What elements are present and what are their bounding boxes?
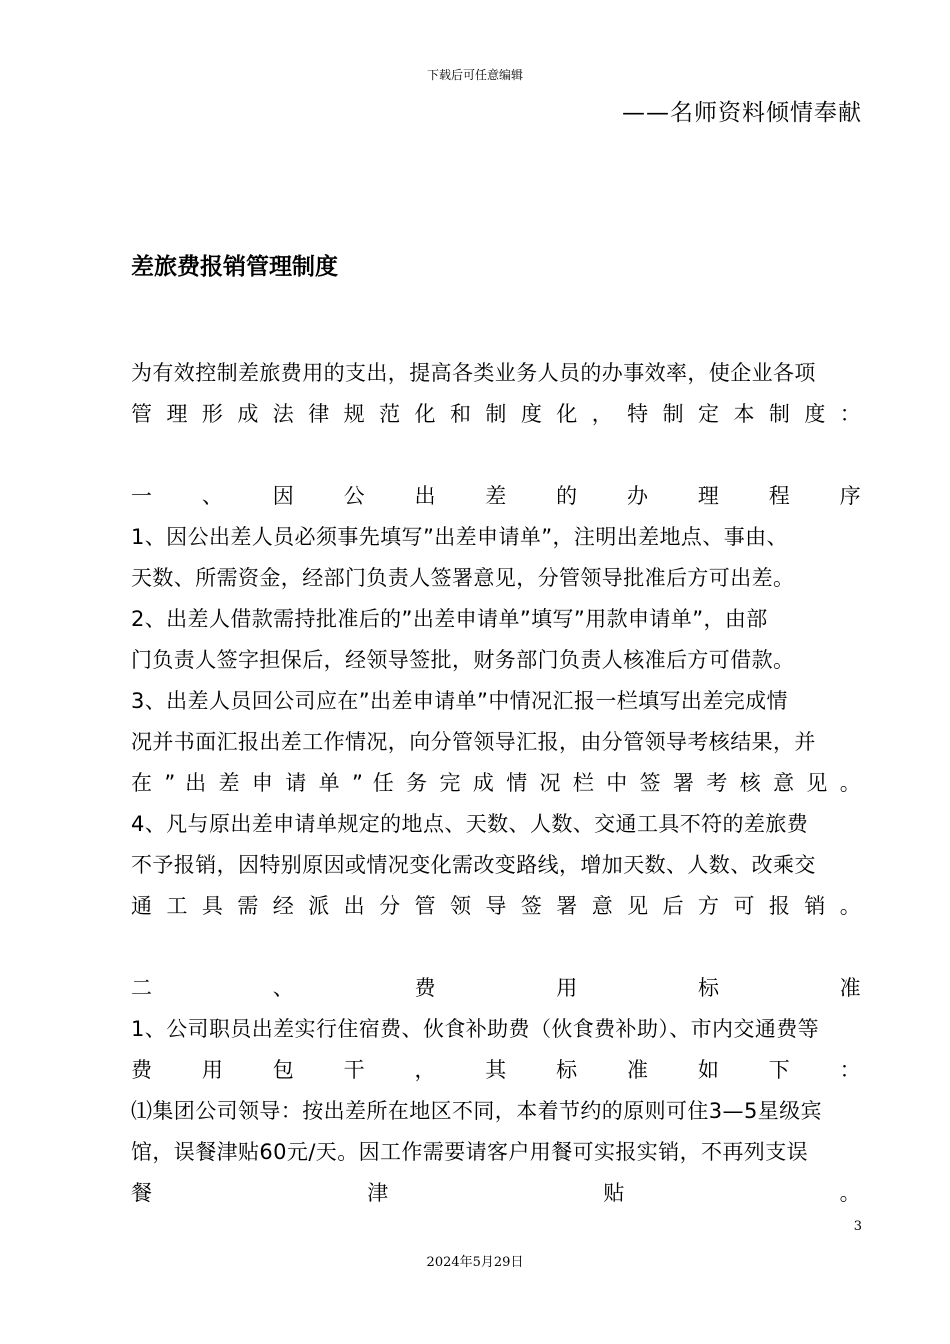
page-number: 3	[853, 1219, 862, 1234]
body-line: 管 理 形 成 法 律 规 范 化 和 制 度 化 ， 特 制 定 本 制 度 ：	[131, 402, 861, 426]
body-line: 门负责人签字担保后，经领导签批，财务部门负责人核准后方可借款。	[131, 648, 795, 672]
body-line: 为有效控制差旅费用的支出，提高各类业务人员的办事效率，使企业各项	[131, 361, 816, 385]
body-line: 在 ” 出 差 申 请 单 ” 任 务 完 成 情 况 栏 中 签 署 考 核 意 见 。	[131, 771, 861, 795]
body-line: 1、因公出差人员必须事先填写”出差申请单”，注明出差地点、事由、	[131, 525, 788, 549]
blank-line	[131, 435, 861, 476]
body-line: 2、出差人借款需持批准后的”出差申请单”填写”用款申请单”，由部	[131, 607, 768, 631]
document-title: 差旅费报销管理制度	[131, 254, 338, 280]
section-heading-1: 一 、 因 公 出 差 的 办 理 程 序	[131, 484, 861, 508]
body-line: 费 用 包 干 ， 其 标 准 如 下 ：	[131, 1058, 861, 1082]
body-line: 况并书面汇报出差工作情况，向分管领导汇报，由分管领导考核结果，并	[131, 730, 816, 754]
footer-date: 2024年5月29日	[426, 1255, 524, 1270]
body-line: 不予报销，因特别原因或情况变化需改变路线，增加天数、人数、改乘交	[131, 853, 816, 877]
section-heading-2: 二 、 费 用 标 准	[131, 976, 861, 1000]
body-line: 天数、所需资金，经部门负责人签署意见，分管领导批准后方可出差。	[131, 566, 795, 590]
body-line: 通 工 具 需 经 派 出 分 管 领 导 签 署 意 见 后 方 可 报 销 。	[131, 894, 861, 918]
body-line: 3、出差人员回公司应在”出差申请单”中情况汇报一栏填写出差完成情	[131, 689, 788, 713]
tagline: ——名师资料倾情奉献	[622, 100, 862, 126]
header-note: 下载后可任意编辑	[426, 68, 523, 82]
body-line: 餐 津 贴 。	[131, 1181, 861, 1205]
body-line: 馆，误餐津贴60元/天。因工作需要请客户用餐可实报实销，不再列支误	[131, 1140, 808, 1164]
blank-line	[131, 927, 861, 968]
body-line: 1、公司职员出差实行住宿费、伙食补助费（伙食费补助）、市内交通费等	[131, 1017, 820, 1041]
body-line: ⑴集团公司领导：按出差所在地区不同，本着节约的原则可住3—5星级宾	[131, 1099, 822, 1123]
body-line: 4、凡与原出差申请单规定的地点、天数、人数、交通工具不符的差旅费	[131, 812, 809, 836]
document-body	[131, 353, 861, 1214]
